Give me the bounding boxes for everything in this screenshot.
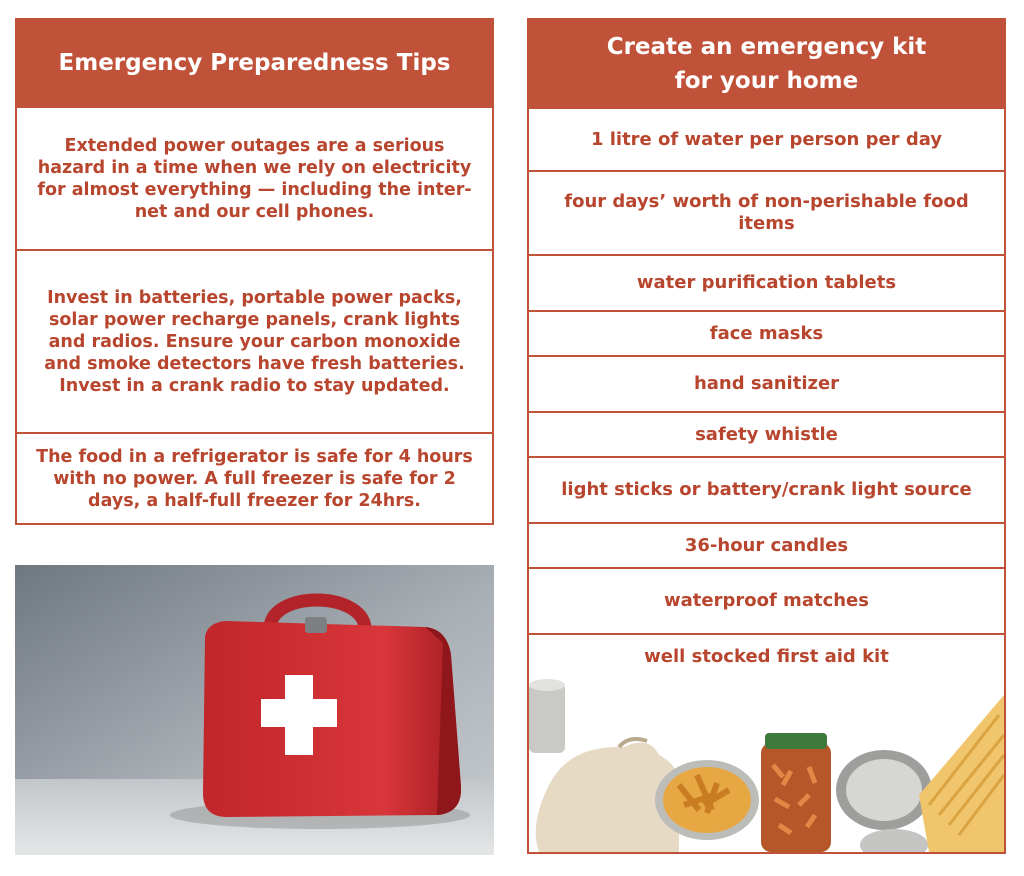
tip-batteries: Invest in batteries, portable power packs, solar power recharge panels, crank lights and radios. Ensure your carbon monoxide and smoke detectors have fresh batteries. Invest in a crank radio to stay updated. [17, 251, 492, 434]
kit-item: hand sanitizer [529, 357, 1004, 413]
tips-panel-title: Emergency Preparedness Tips [17, 20, 492, 108]
kit-item: 36-hour candles [529, 524, 1004, 569]
kit-item: four days’ worth of non-perishable food items [529, 172, 1004, 256]
kit-item: water purification tablets [529, 256, 1004, 312]
pantry-food-photo [529, 675, 1004, 852]
kit-item: face masks [529, 312, 1004, 357]
tip-food-safety: The food in a refrigerator is safe for 4 hours with no power. A full freezer is safe for 2 days, a half-full freezer for 24hrs. [36, 446, 473, 511]
first-aid-kit-photo [15, 565, 494, 855]
kit-panel-title: Create an emergency kit for your home [529, 20, 1004, 109]
tip-power-outages: Extended power outages are a serious hazard in a time when we rely on electricity for almost everything — including the inter-net and our cell phones. [17, 108, 492, 251]
kit-panel [527, 18, 1006, 854]
kit-item: safety whistle [529, 413, 1004, 458]
tips-panel [15, 18, 494, 525]
kit-item: well stocked first aid kit [529, 635, 1004, 680]
kit-item: waterproof matches [529, 569, 1004, 635]
kit-item: 1 litre of water per person per day [529, 109, 1004, 172]
kit-item: light sticks or battery/crank light source [529, 458, 1004, 524]
